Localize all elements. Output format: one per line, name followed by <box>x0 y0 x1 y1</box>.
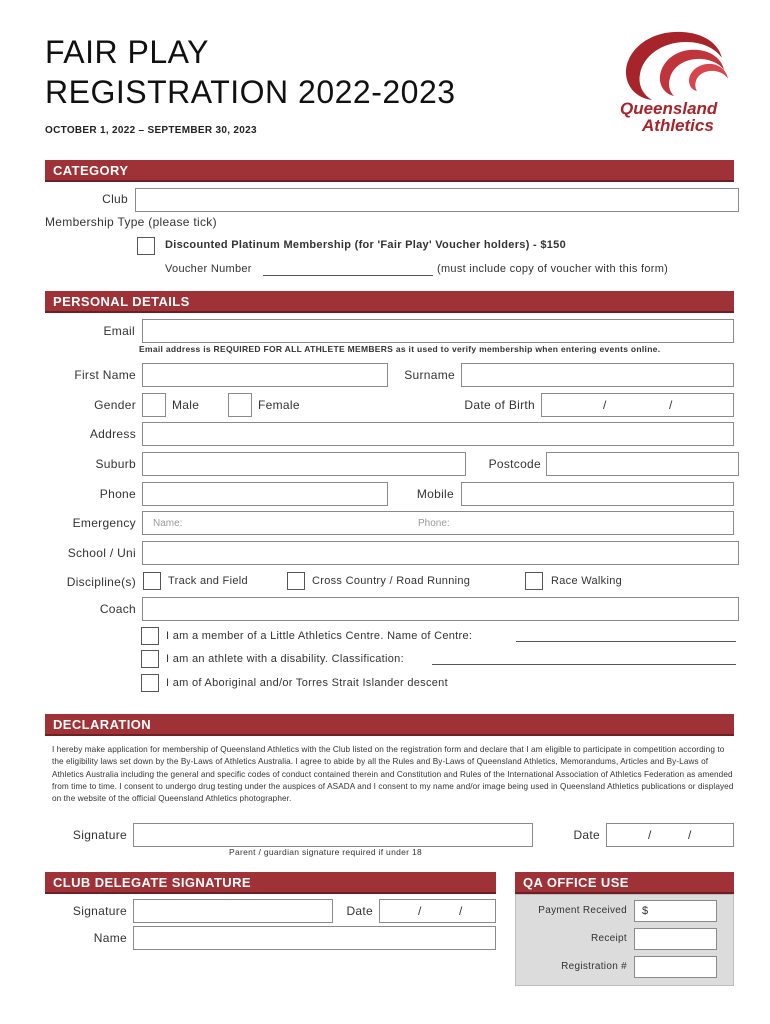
race-walking-checkbox[interactable] <box>525 572 543 590</box>
track-and-field-label: Track and Field <box>168 575 248 587</box>
platinum-membership-label: Discounted Platinum Membership (for 'Fair Play' Voucher holders) - $150 <box>165 239 567 251</box>
registration-number-label: Registration # <box>561 961 627 972</box>
category-header: CATEGORY <box>45 160 734 182</box>
delegate-date-field[interactable] <box>379 899 496 923</box>
aboriginal-checkbox[interactable] <box>141 674 159 692</box>
declaration-date-label: Date <box>573 828 600 842</box>
gender-label: Gender <box>94 398 136 412</box>
little-athletics-checkbox[interactable] <box>141 627 159 645</box>
club-field[interactable] <box>135 188 739 212</box>
delegate-signature-field[interactable] <box>133 899 333 923</box>
logo-text-queensland: Queensland <box>620 99 718 118</box>
emergency-field[interactable] <box>142 511 734 535</box>
voucher-number-field[interactable] <box>263 275 433 276</box>
date-of-birth-label: Date of Birth <box>464 398 535 412</box>
receipt-label: Receipt <box>590 933 627 944</box>
disability-label: I am an athlete with a disability. Classification: <box>166 653 404 665</box>
school-field[interactable] <box>142 541 739 565</box>
receipt-field[interactable] <box>634 928 717 950</box>
gender-male-checkbox[interactable] <box>142 393 166 417</box>
mobile-label: Mobile <box>416 487 454 501</box>
disciplines-label: Discipline(s) <box>66 575 136 589</box>
declaration-signature-label: Signature <box>72 828 127 842</box>
race-walking-label: Race Walking <box>551 575 623 587</box>
track-and-field-checkbox[interactable] <box>143 572 161 590</box>
queensland-athletics-logo <box>612 28 737 138</box>
form-title-line1: FAIR PLAY <box>45 34 209 70</box>
email-required-note: Email address is REQUIRED FOR ALL ATHLETE MEMBERS as it used to verify membership when entering events online. <box>139 344 661 354</box>
emergency-label: Emergency <box>72 516 136 530</box>
address-label: Address <box>89 427 136 441</box>
surname-field[interactable] <box>461 363 734 387</box>
season-dates: OCTOBER 1, 2022 – SEPTEMBER 30, 2023 <box>45 125 257 136</box>
disability-classification-field[interactable] <box>432 664 736 665</box>
declaration-signature-field[interactable] <box>133 823 533 847</box>
email-field[interactable] <box>142 319 734 343</box>
delegate-date-label: Date <box>346 904 373 918</box>
delegate-date-separator-1: / <box>418 904 422 918</box>
suburb-label: Suburb <box>95 457 136 471</box>
little-athletics-label: I am a member of a Little Athletics Centre. Name of Centre: <box>166 630 473 642</box>
membership-type-label: Membership Type (please tick) <box>45 215 217 229</box>
delegate-signature-label: Signature <box>72 904 127 918</box>
declaration-date-field[interactable] <box>606 823 734 847</box>
mobile-field[interactable] <box>461 482 734 506</box>
address-field[interactable] <box>142 422 734 446</box>
declaration-header: DECLARATION <box>45 714 734 736</box>
qa-office-header: QA OFFICE USE <box>515 872 734 894</box>
phone-label: Phone <box>99 487 136 501</box>
declaration-date-separator-1: / <box>648 828 652 842</box>
dob-separator-2: / <box>669 398 673 412</box>
voucher-number-label: Voucher Number <box>165 263 252 275</box>
surname-label: Surname <box>404 368 455 382</box>
club-delegate-header: CLUB DELEGATE SIGNATURE <box>45 872 496 894</box>
guardian-signature-note: Parent / guardian signature required if under 18 <box>229 847 423 857</box>
declaration-text: I hereby make application for membership of Queensland Athletics with the Club listed on the registration form and declare that I am eligible to participate in competition according to the eligibility laws set down by the By-Laws of Athletics Australia. I agree to abide by all the Rules and By-Laws of Queensland Athletics, Memorandums, Articles and By-Laws of Athletics Australia including the general and specific codes of conduct contained therein and Constitution and Rules of the International Association of Athletics Federation as amended from time to time. I consent to undergo drug testing under the auspices of ASADA and I consent to my name and/or image being used in Queensland Athletics publications or displayed on the website of the official Queensland Athletics photographer. <box>52 745 734 804</box>
logo-text-athletics: Athletics <box>642 116 714 135</box>
first-name-label: First Name <box>74 368 136 382</box>
payment-currency-symbol: $ <box>642 905 649 917</box>
phone-field[interactable] <box>142 482 388 506</box>
delegate-date-separator-2: / <box>459 904 463 918</box>
postcode-label: Postcode <box>488 457 541 471</box>
logo-swoosh-icon <box>612 28 737 103</box>
coach-field[interactable] <box>142 597 739 621</box>
emergency-name-placeholder: Name: <box>153 518 183 529</box>
declaration-date-separator-2: / <box>688 828 692 842</box>
gender-female-label: Female <box>258 398 300 412</box>
club-label: Club <box>102 192 128 206</box>
gender-female-checkbox[interactable] <box>228 393 252 417</box>
delegate-name-label: Name <box>93 931 127 945</box>
cross-country-label: Cross Country / Road Running <box>312 575 471 587</box>
delegate-name-field[interactable] <box>133 926 496 950</box>
email-label: Email <box>103 324 135 338</box>
disability-checkbox[interactable] <box>141 650 159 668</box>
coach-label: Coach <box>99 602 136 616</box>
payment-received-label: Payment Received <box>538 905 627 916</box>
aboriginal-label: I am of Aboriginal and/or Torres Strait Islander descent <box>166 677 448 689</box>
cross-country-checkbox[interactable] <box>287 572 305 590</box>
gender-male-label: Male <box>172 398 200 412</box>
form-title-line2: REGISTRATION 2022-2023 <box>45 74 456 110</box>
postcode-field[interactable] <box>546 452 739 476</box>
registration-number-field[interactable] <box>634 956 717 978</box>
date-of-birth-field[interactable] <box>541 393 734 417</box>
voucher-note: (must include copy of voucher with this form) <box>437 263 669 275</box>
first-name-field[interactable] <box>142 363 388 387</box>
emergency-phone-placeholder: Phone: <box>418 518 450 529</box>
suburb-field[interactable] <box>142 452 466 476</box>
personal-details-header: PERSONAL DETAILS <box>45 291 734 313</box>
payment-received-field[interactable] <box>634 900 717 922</box>
school-label: School / Uni <box>67 546 136 560</box>
platinum-membership-checkbox[interactable] <box>137 237 155 255</box>
dob-separator-1: / <box>603 398 607 412</box>
little-athletics-centre-field[interactable] <box>516 641 736 642</box>
